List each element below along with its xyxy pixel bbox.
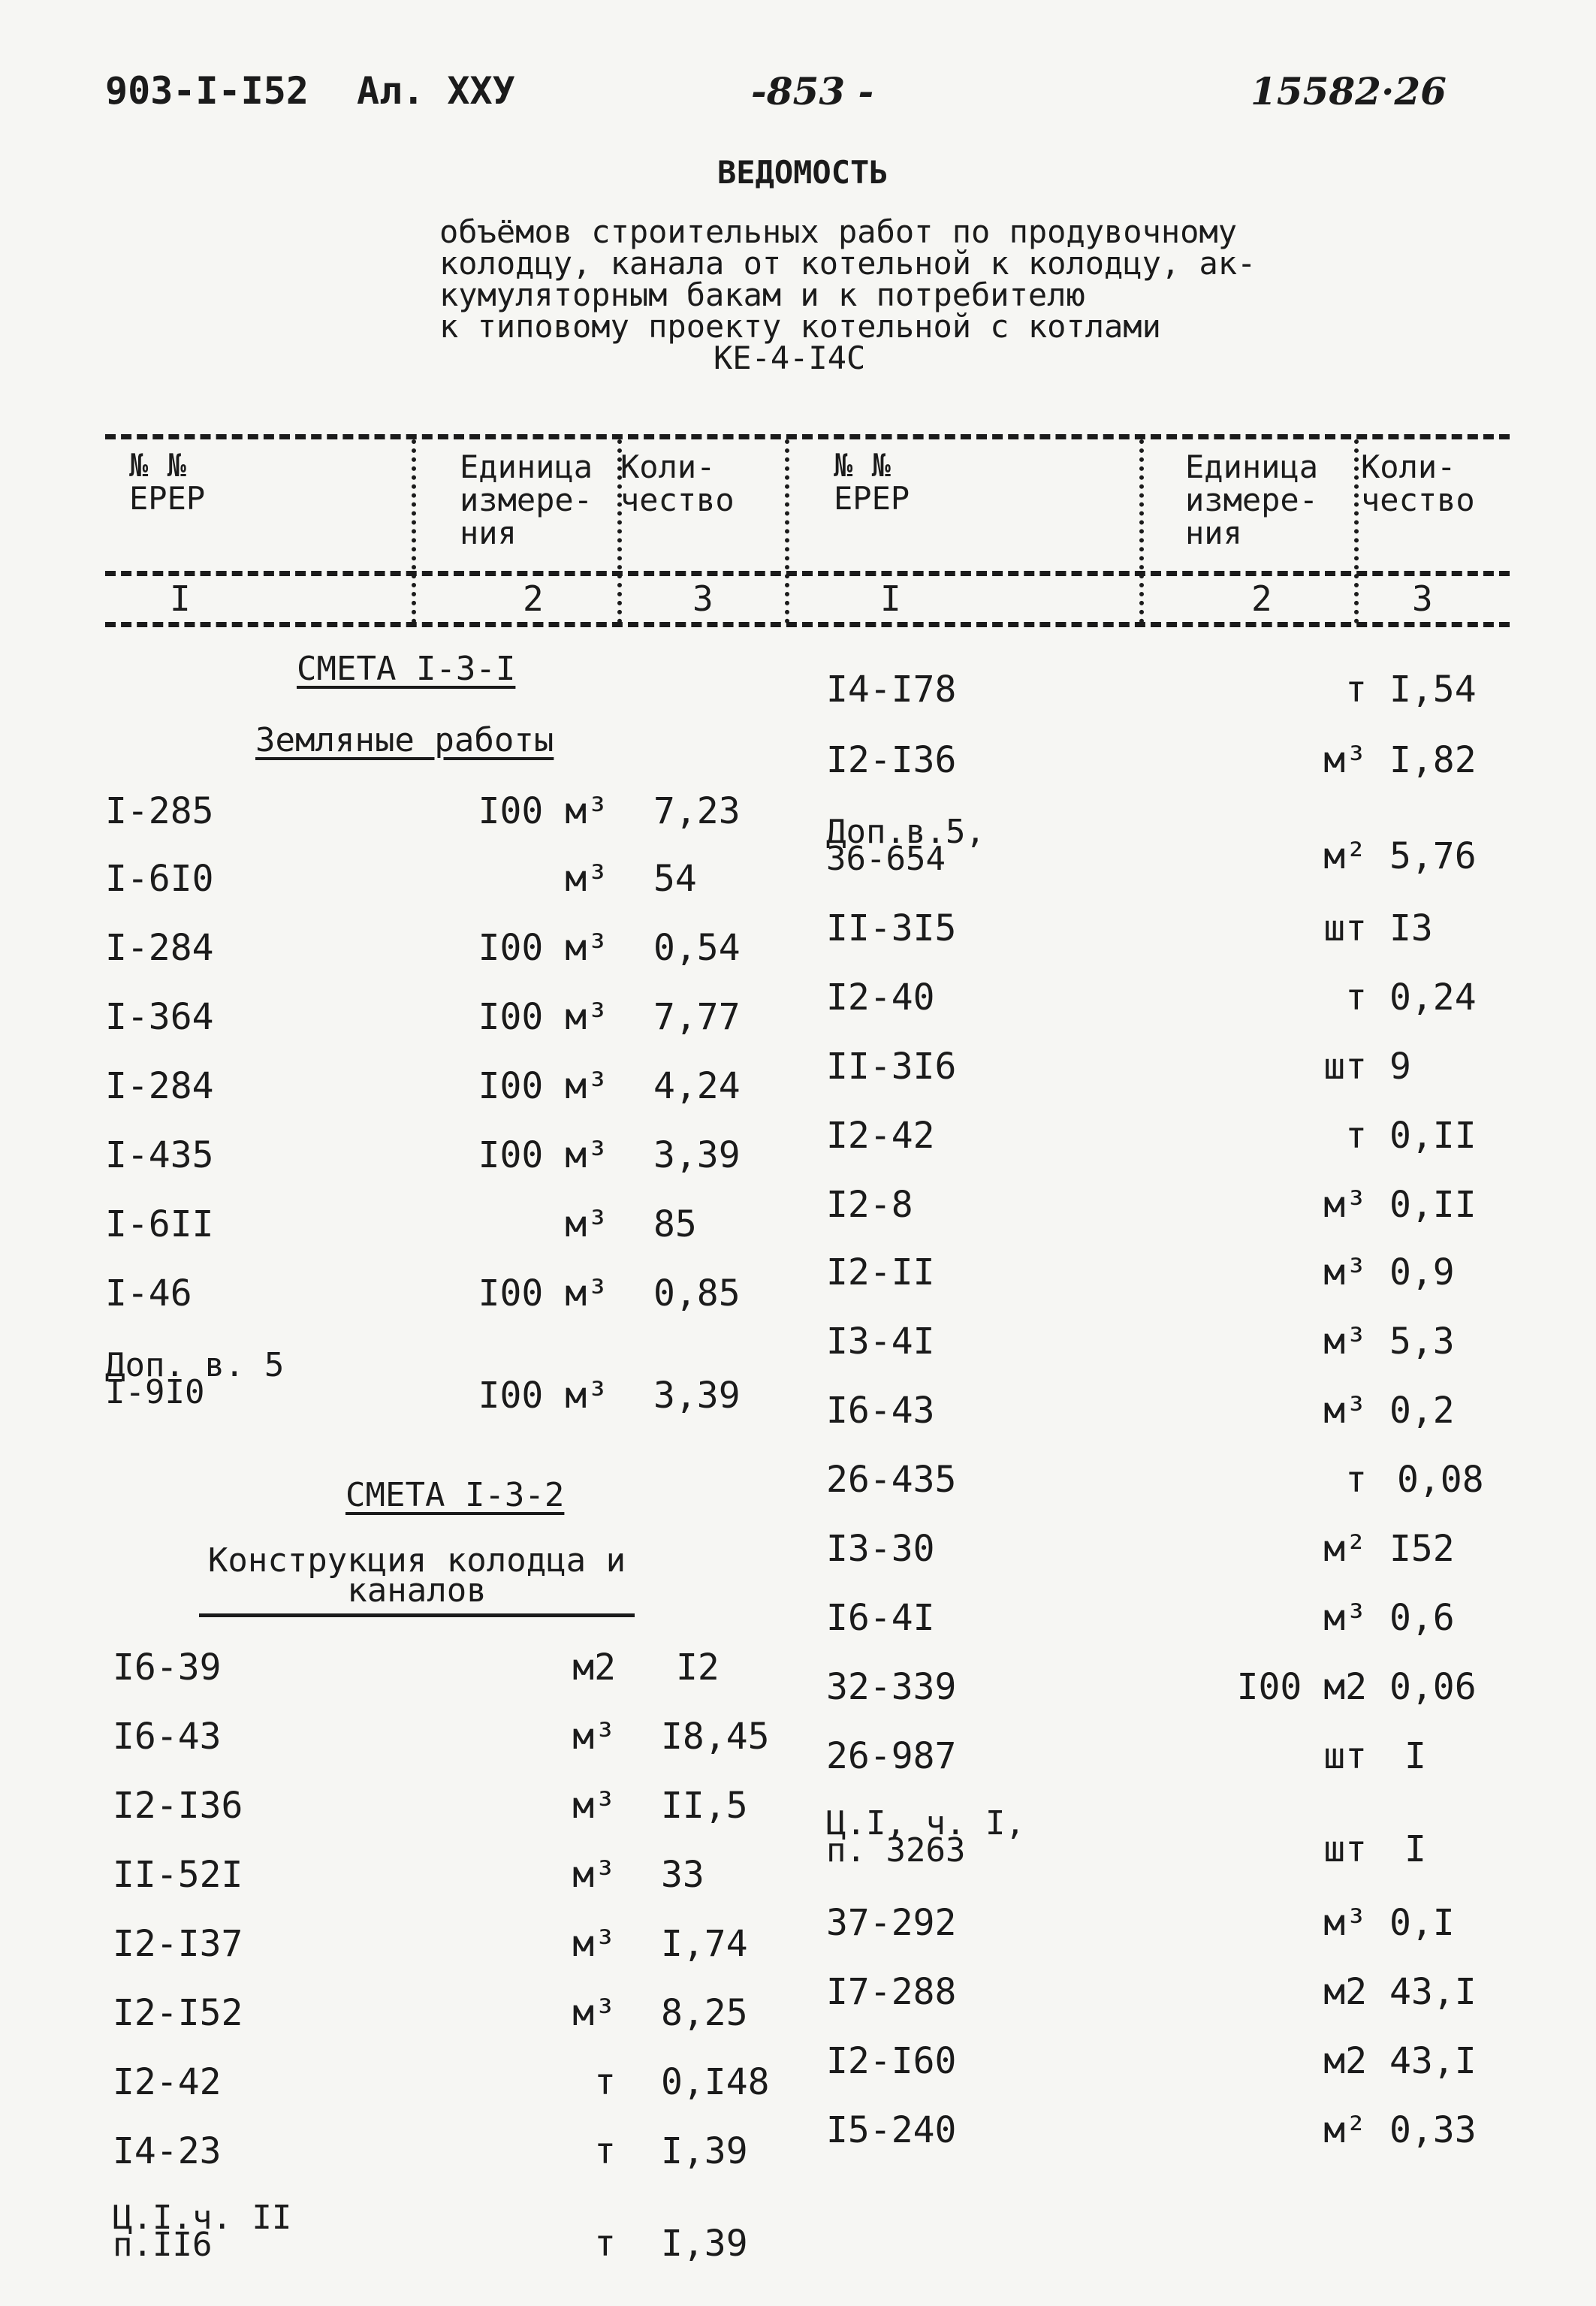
- table-row: [826, 1182, 1577, 1227]
- row-code: I2-8: [826, 1184, 913, 1226]
- table-row: [105, 1346, 856, 1417]
- table-row: [105, 1133, 856, 1178]
- row-quantity: 5,3: [1389, 1321, 1455, 1363]
- row-code: I6-39: [113, 1646, 222, 1689]
- row-quantity: 54: [653, 858, 697, 900]
- row-code: I2-I36: [826, 739, 957, 781]
- table-row: [826, 1113, 1577, 1158]
- table-row: [113, 2199, 864, 2265]
- table-row: [826, 975, 1577, 1020]
- row-quantity: I,39: [661, 2223, 748, 2265]
- row-code: I3-4I: [826, 1321, 935, 1363]
- row-code: I3-30: [826, 1528, 935, 1570]
- header-bottom-rule: [105, 622, 1510, 627]
- row-code: I-284: [105, 1065, 214, 1107]
- row-unit: I00 м³: [478, 790, 608, 832]
- row-code: I2-I37: [113, 1923, 243, 1965]
- row-code: I-6II: [105, 1203, 214, 1245]
- row-code: Ц.I.ч. II п.II6: [113, 2199, 292, 2264]
- table-row: [113, 1852, 864, 1897]
- row-code: 32-339: [826, 1666, 957, 1708]
- row-quantity: 9: [1389, 1046, 1411, 1088]
- row-quantity: 4,24: [653, 1065, 741, 1107]
- estimate-title: СМЕТА I-3-I: [297, 650, 516, 688]
- row-code: I-6I0: [105, 858, 214, 900]
- column-number: 3: [1412, 578, 1433, 619]
- row-unit: шт: [1323, 1046, 1367, 1088]
- row-quantity: 0,06: [1389, 1666, 1477, 1708]
- row-code: I2-I60: [826, 2040, 957, 2082]
- section-title: Земляные работы: [255, 721, 554, 759]
- table-row: [826, 2039, 1577, 2084]
- row-quantity: II,5: [661, 1785, 748, 1827]
- row-code: I6-43: [826, 1390, 935, 1432]
- row-unit: м³: [1323, 1597, 1367, 1639]
- table-row: [826, 813, 1577, 879]
- row-unit: м²: [1323, 835, 1367, 877]
- column-separator: [1354, 439, 1359, 623]
- row-code: 26-435: [826, 1459, 957, 1501]
- row-unit: м2: [572, 1646, 616, 1689]
- row-code: I2-42: [826, 1115, 935, 1157]
- column-separator: [785, 439, 789, 623]
- table-row: [105, 856, 856, 901]
- table-row: [826, 1804, 1577, 1870]
- row-quantity: 43,I: [1389, 2040, 1477, 2082]
- row-unit: м²: [1323, 2109, 1367, 2151]
- table-row: [826, 1526, 1577, 1571]
- row-unit: шт: [1323, 907, 1367, 949]
- column-number: I: [880, 578, 901, 619]
- table-row: [113, 2060, 864, 2105]
- row-unit: т: [594, 2061, 616, 2103]
- table-row: [105, 1271, 856, 1316]
- row-code: I2-40: [826, 976, 935, 1019]
- row-unit: м³: [1323, 1321, 1367, 1363]
- row-quantity: I,54: [1389, 669, 1477, 711]
- row-quantity: 0,I48: [661, 2061, 770, 2103]
- row-unit: м³: [1323, 1251, 1367, 1293]
- row-quantity: 43,I: [1389, 1971, 1477, 2013]
- row-code: I-435: [105, 1134, 214, 1176]
- row-unit: т: [1345, 1459, 1367, 1501]
- row-code: II-3I5: [826, 907, 957, 949]
- table-row: [826, 1319, 1577, 1364]
- column-header-unit: Единица измере- ния: [460, 448, 593, 551]
- row-unit: м³: [1323, 1902, 1367, 1944]
- row-quantity: 85: [653, 1203, 697, 1245]
- row-quantity: 0,I: [1389, 1902, 1455, 1944]
- row-quantity: 7,77: [653, 996, 741, 1038]
- row-code: Ц.I, ч. I, п. 3263: [826, 1804, 1025, 1870]
- row-unit: м²: [1323, 1528, 1367, 1570]
- row-quantity: 0,2: [1389, 1390, 1455, 1432]
- row-unit: м2: [1323, 2040, 1367, 2082]
- row-code: II-3I6: [826, 1046, 957, 1088]
- table-row: [826, 1969, 1577, 2015]
- row-code: I6-43: [113, 1716, 222, 1758]
- table-row: [113, 1921, 864, 1966]
- estimate-title: СМЕТА I-3-2: [345, 1476, 565, 1514]
- row-code: I6-4I: [826, 1597, 935, 1639]
- table-row: [826, 906, 1577, 951]
- section-title: Конструкция колодца и каналов: [199, 1546, 635, 1617]
- row-code: I2-42: [113, 2061, 222, 2103]
- column-header-quantity: Коли- чество: [1361, 448, 1475, 518]
- document-title: ВЕДОМОСТЬ: [717, 154, 889, 191]
- row-quantity: 3,39: [653, 1375, 741, 1417]
- row-quantity: I,82: [1389, 739, 1477, 781]
- row-unit: шт: [1323, 1828, 1367, 1870]
- row-quantity: 0,9: [1389, 1251, 1455, 1293]
- row-unit: м³: [572, 1854, 616, 1896]
- subtitle-line: КЕ-4-I4С: [714, 340, 866, 376]
- row-code: I2-II: [826, 1251, 935, 1293]
- row-quantity: I,39: [661, 2130, 748, 2172]
- row-unit: м³: [572, 1785, 616, 1827]
- row-unit: I00 м³: [478, 1375, 608, 1417]
- table-row: [826, 1734, 1577, 1779]
- row-unit: м³: [565, 858, 608, 900]
- row-unit: м³: [572, 1992, 616, 2034]
- row-quantity: 0,08: [1397, 1459, 1484, 1501]
- row-unit: м³: [565, 1203, 608, 1245]
- row-quantity: 5,76: [1389, 835, 1477, 877]
- row-quantity: 0,24: [1389, 976, 1477, 1019]
- row-code: I-46: [105, 1272, 192, 1314]
- table-row: [105, 995, 856, 1040]
- row-code: 37-292: [826, 1902, 957, 1944]
- column-separator: [412, 439, 416, 623]
- row-code: I7-288: [826, 1971, 957, 2013]
- subtitle-line: колодцу, канала от котельной к колодцу, ак-: [439, 245, 1257, 282]
- row-unit: м³: [1323, 1184, 1367, 1226]
- table-row: [113, 1991, 864, 2036]
- row-unit: м³: [1323, 1390, 1367, 1432]
- row-code: I2-I52: [113, 1992, 243, 2034]
- row-unit: м³: [572, 1923, 616, 1965]
- column-header-quantity: Коли- чество: [620, 448, 735, 518]
- table-row: [826, 667, 1577, 712]
- table-row: [826, 1044, 1577, 1089]
- row-quantity: I3: [1389, 907, 1433, 949]
- column-number: I: [170, 578, 191, 619]
- row-unit: I00 м³: [478, 1065, 608, 1107]
- row-unit: т: [594, 2223, 616, 2265]
- column-separator: [1139, 439, 1144, 623]
- subtitle-line: кумуляторным бакам и к потребителю: [439, 276, 1085, 313]
- table-row: [826, 1388, 1577, 1433]
- row-unit: м2: [1323, 1971, 1367, 2013]
- row-quantity: 3,39: [653, 1134, 741, 1176]
- table-row: [826, 1250, 1577, 1295]
- row-code: Доп. в. 5 I-9I0: [105, 1346, 285, 1411]
- row-unit: шт: [1323, 1735, 1367, 1777]
- row-code: I-285: [105, 790, 214, 832]
- table-row: [113, 1714, 864, 1759]
- table-row: [113, 1645, 864, 1690]
- table-row: [826, 2108, 1577, 2153]
- row-unit: т: [1345, 669, 1367, 711]
- row-unit: I00 м³: [478, 1272, 608, 1314]
- row-code: I4-23: [113, 2130, 222, 2172]
- row-unit: т: [1345, 976, 1367, 1019]
- row-quantity: I2: [676, 1646, 720, 1689]
- table-row: [113, 2129, 864, 2174]
- table-row: [105, 1064, 856, 1109]
- column-number: 2: [523, 578, 544, 619]
- row-code: I5-240: [826, 2109, 957, 2151]
- header-top-rule: [105, 434, 1510, 439]
- column-header-code: № № ЕРЕР: [834, 447, 910, 517]
- row-quantity: 7,23: [653, 790, 741, 832]
- inventory-number: 15582·26: [1251, 69, 1447, 113]
- row-unit: I00 м2: [1236, 1666, 1367, 1708]
- row-code: I2-I36: [113, 1785, 243, 1827]
- table-row: [105, 925, 856, 970]
- row-unit: I00 м³: [478, 1134, 608, 1176]
- row-code: I-284: [105, 927, 214, 969]
- row-code: I4-I78: [826, 669, 957, 711]
- row-quantity: 0,54: [653, 927, 741, 969]
- row-quantity: I,74: [661, 1923, 748, 1965]
- row-quantity: 0,85: [653, 1272, 741, 1314]
- row-quantity: 33: [661, 1854, 704, 1896]
- subtitle-line: к типовому проекту котельной с котлами: [439, 308, 1161, 345]
- row-unit: т: [594, 2130, 616, 2172]
- row-code: Доп.в.5, 36-654: [826, 813, 985, 878]
- row-quantity: I52: [1389, 1528, 1455, 1570]
- album-number: Ал. ХХУ: [357, 69, 515, 113]
- table-row: [826, 738, 1577, 783]
- row-quantity: 0,II: [1389, 1184, 1477, 1226]
- row-unit: м³: [1323, 739, 1367, 781]
- table-row: [826, 1665, 1577, 1710]
- row-code: II-52I: [113, 1854, 243, 1896]
- row-unit: м³: [572, 1716, 616, 1758]
- subtitle-line: объёмов строительных работ по продувочному: [439, 213, 1238, 250]
- row-quantity: 0,6: [1389, 1597, 1455, 1639]
- column-number: 3: [692, 578, 714, 619]
- row-quantity: I8,45: [661, 1716, 770, 1758]
- header-middle-rule: [105, 571, 1510, 576]
- row-unit: I00 м³: [478, 927, 608, 969]
- table-row: [826, 1457, 1577, 1502]
- row-code: 26-987: [826, 1735, 957, 1777]
- row-unit: т: [1345, 1115, 1367, 1157]
- column-number: 2: [1251, 578, 1272, 619]
- table-row: [826, 1900, 1577, 1945]
- row-code: I-364: [105, 996, 214, 1038]
- table-row: [105, 1202, 856, 1247]
- row-quantity: I: [1404, 1828, 1426, 1870]
- table-row: [105, 789, 856, 834]
- column-header-code: № № ЕРЕР: [129, 447, 206, 517]
- row-quantity: 0,33: [1389, 2109, 1477, 2151]
- column-header-unit: Единица измере- ния: [1185, 448, 1319, 551]
- row-quantity: I: [1404, 1735, 1426, 1777]
- table-row: [113, 1783, 864, 1828]
- row-quantity: 0,II: [1389, 1115, 1477, 1157]
- row-unit: I00 м³: [478, 996, 608, 1038]
- row-quantity: 8,25: [661, 1992, 748, 2034]
- table-row: [826, 1595, 1577, 1640]
- document-code: 903-I-I52: [105, 69, 309, 113]
- page-number: -853 -: [751, 69, 874, 113]
